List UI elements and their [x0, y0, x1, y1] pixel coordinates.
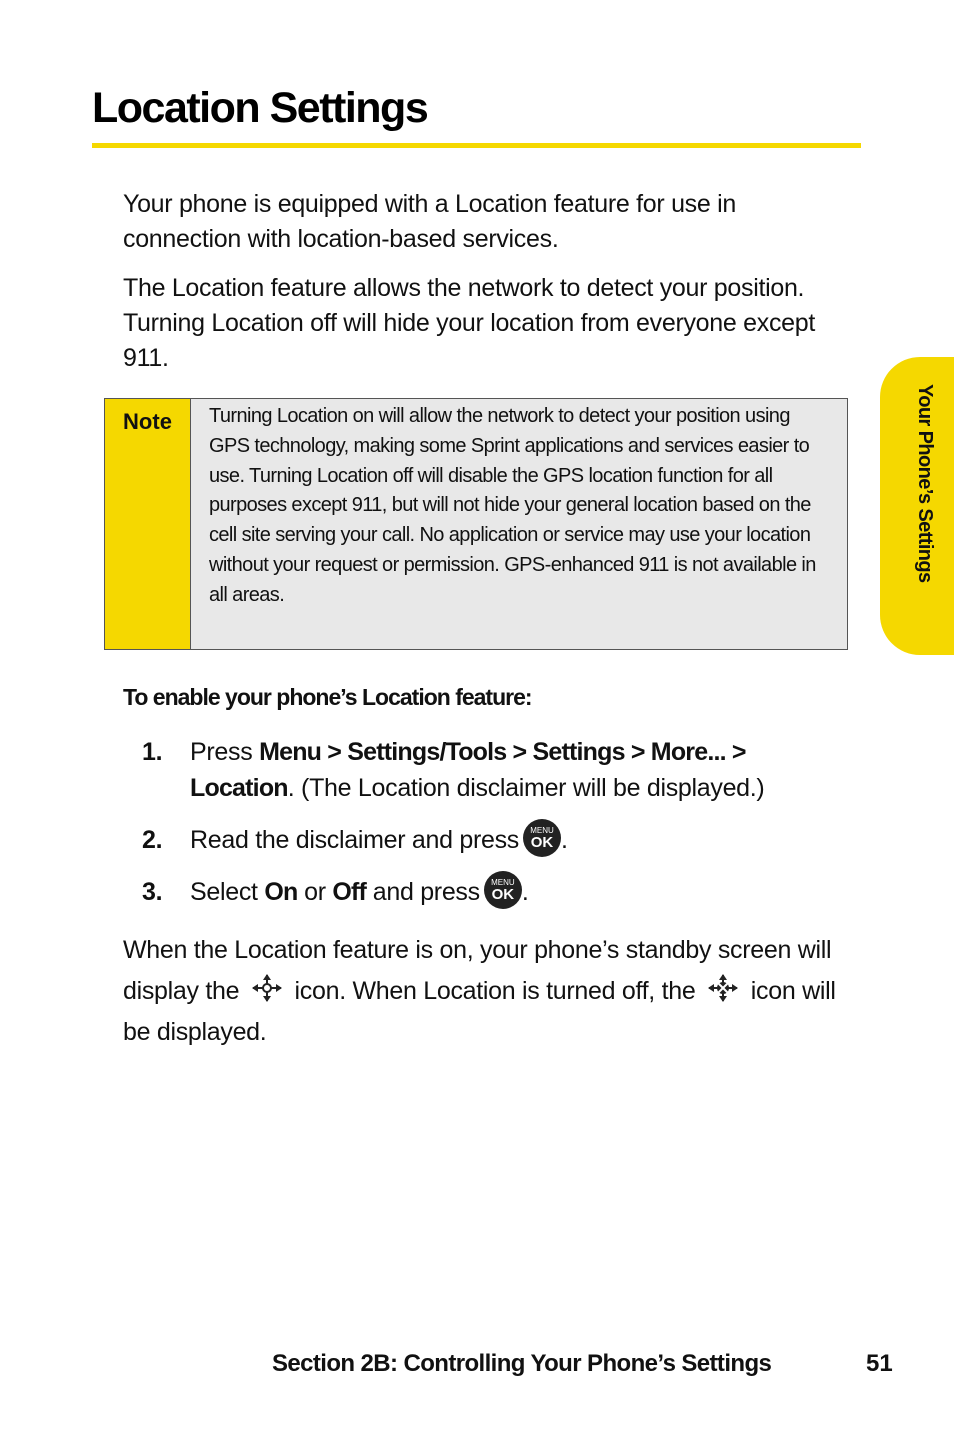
procedure-heading: To enable your phone’s Location feature: — [123, 684, 532, 710]
step-text: Select — [190, 878, 265, 906]
menu-key-top-label: MENU — [491, 878, 515, 888]
page-title: Location Settings — [92, 84, 428, 132]
step-number: 3. — [142, 878, 163, 906]
intro-paragraph-2: The Location feature allows the network to detect your position. Turning Location off will hide your location from everyone except 911. — [123, 274, 815, 372]
step-number: 1. — [142, 738, 163, 766]
footer-section-title: Section 2B: Controlling Your Phone’s Settings — [272, 1350, 772, 1377]
menu-key-bottom-label: OK — [530, 834, 554, 852]
closing-paragraph — [123, 930, 858, 1053]
menu-path: Menu > Settings/Tools > Settings > More... > Location — [190, 738, 746, 802]
menu-key-bottom-label: OK — [491, 886, 515, 904]
note-text: Turning Location on will allow the network to detect your position using GPS technology, making some Sprint applications and services easier to use. Turning Location off will disable the GPS location function for all purposes except 911, but will not hide your general location based on the cell site serving your call. No application or service may use your location without your request or permission. GPS-enhanced 911 is not available in all areas. — [191, 399, 847, 649]
closing-text: When the Location feature is on, your phone’s standby screen will display the — [123, 936, 832, 1005]
step-text: . — [560, 826, 568, 854]
step-text: . (The Location disclaimer will be displayed.) — [287, 774, 765, 802]
menu-ok-key-icon — [484, 871, 522, 909]
step-2 — [142, 822, 822, 860]
step-text: . — [521, 878, 529, 906]
step-number: 2. — [142, 826, 163, 854]
section-side-tab-label: Your Phone’s Settings — [914, 384, 936, 583]
step-3 — [142, 874, 822, 912]
closing-text: icon will be displayed. — [123, 977, 836, 1046]
step-text: Read the disclaimer and press — [190, 826, 519, 854]
page-number: 51 — [866, 1350, 893, 1377]
step-1 — [142, 734, 822, 806]
step-text: and press — [366, 878, 480, 906]
option-on: On — [264, 878, 298, 906]
note-label: Note — [105, 399, 191, 649]
note-box — [104, 398, 848, 650]
title-underline — [92, 143, 861, 148]
step-text: Press — [190, 738, 260, 766]
menu-key-top-label: MENU — [530, 826, 554, 836]
location-off-icon — [706, 973, 740, 1003]
option-off: Off — [332, 878, 367, 906]
intro-paragraph-1: Your phone is equipped with a Location feature for use in connection with location-based services. — [123, 190, 736, 253]
closing-text: icon. When Location is turned off, the — [294, 977, 696, 1005]
menu-ok-key-icon — [523, 819, 561, 857]
step-text: or — [297, 878, 333, 906]
location-on-icon — [250, 973, 284, 1003]
